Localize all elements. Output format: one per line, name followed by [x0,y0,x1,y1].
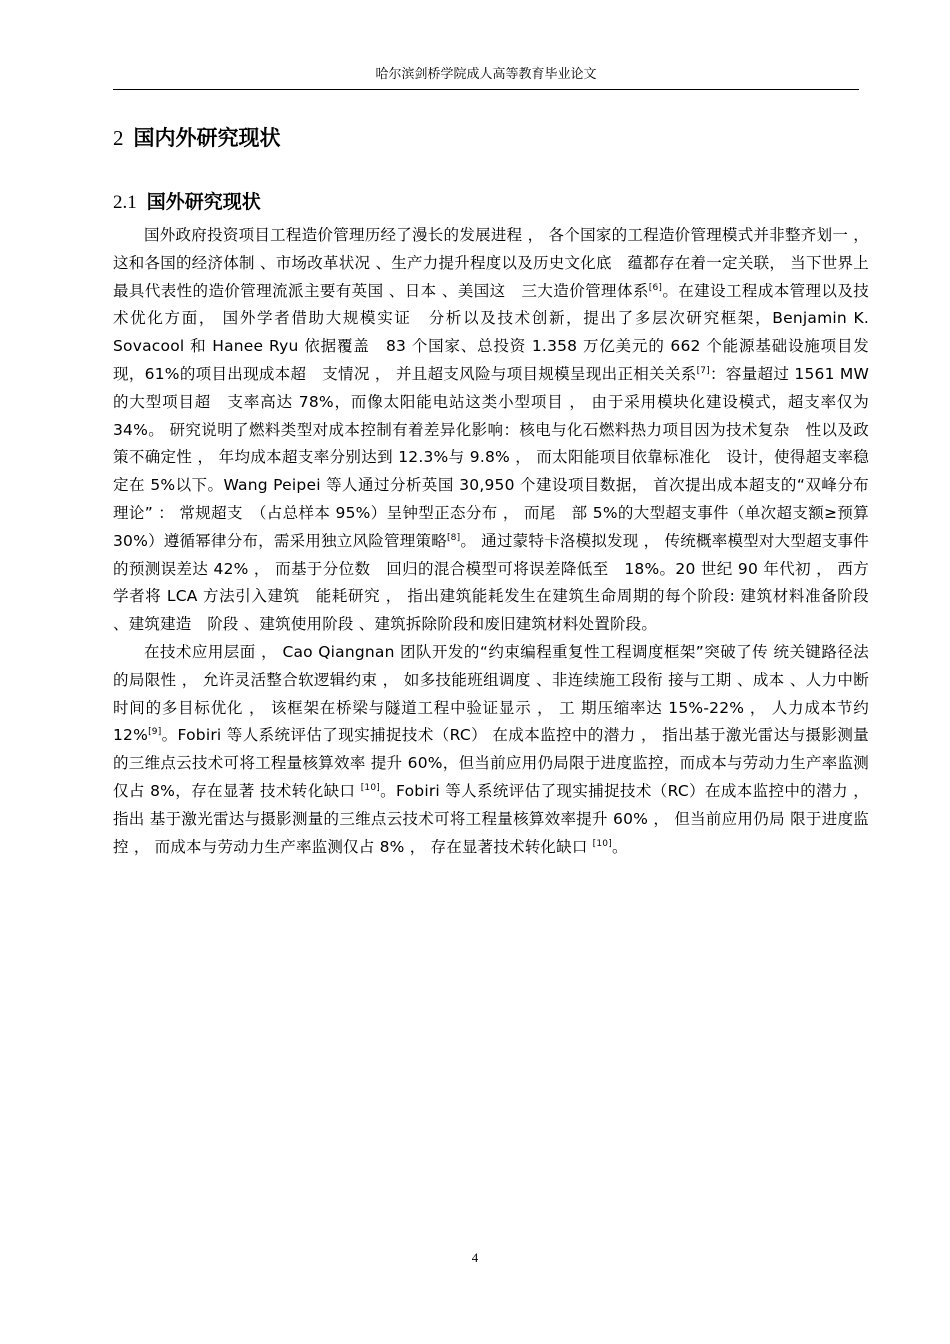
section-title: 国内外研究现状 [133,126,281,150]
paragraph-text: 。 通过蒙特卡洛模拟发现 ， 传统概率模型对大型超支事件的预测误差达 42% ， 而基于分位数 回归的混合模型可将误差降低至 18%。20 世纪 90 年代初 ， 西方学者将 LCA 方法引入建筑 能耗研究 ， 指出建筑能耗发生在建筑生命周期的每个阶段: 建筑材料准备阶段 、建筑建造 阶段 、建筑使用阶段 、建筑拆除阶段和废旧建筑材料处置阶段。 [113,531,869,634]
paragraph-text: ：容量超过 1561 MW 的大型项目超 支率高达 78%，而像太阳能电站这类小型项目 ， 由于采用模块化建设模式，超支率仅为 34%。 研究说明了燃料类型对成本控制有着差异化影响：核电与化石燃料热力项目因为技术复杂 性以及政策不确定性 ， 年均成本超支率分别达到 12.3%与 9.8% ， 而太阳能项目依靠标准化 设计，使得超支率稳定在 5%以下。Wang Peipei 等人通过分析英国 30,950 个建设项目数据， 首次提出成本超支的“双峰分布理论” ： 常规超支 （占总样本 95%）呈钟型正态分布 ， 而尾 部 5%的大型超支事件（单次超支额≥预算 30%）遵循幂律分布，需采用独立风险管理策略 [113,364,870,550]
citation: [9] [148,727,162,738]
subsection-heading [113,182,869,222]
subsection-title: 国外研究现状 [146,191,261,213]
paragraph-text: 。 [611,837,628,856]
paragraph-text: 在技术应用层面 ， Cao Qiangnan 团队开发的“约束编程重复性工程调度框架”突破了传 统关键路径法的局限性 ， 允许灵活整合软逻辑约束 ， 如多技能班组调度 、非连续施工段衔 接与工期 、成本 、人力中断时间的多目标优化 ， 该框架在桥梁与隧道工程中验证显示 ， 工 期压缩率达 15%-22% ， 人力成本节约 12% [113,642,869,745]
paragraph-text: 。Fobiri 等人系统评估了现实捕捉技术（RC）在成本监控中的潜力 ， 指出 基于激光雷达与摄影测量的三维点云技术可将工程量核算效率提升 60% ， 但当前应用仍局 限于进度监控 ， 而成本与劳动力生产率监测仅占 8% ， 存在显著技术转化缺口 [113,781,869,856]
paragraph-text: 。在建设工程成本管理以及技术优化方面， 国外学者借助大规模实证 分析以及技术创新，提出了多层次研究框架，Benjamin K. Sovacool 和 Hanee Ryu 依据覆盖 83 个国家、总投资 1.358 万亿美元的 662 个能源基础设施项目发现，61%的项目出现成本超 支情况 ， 并且超支风险与项目规模呈现出正相关关系 [113,281,869,383]
citation: [10] [592,838,612,849]
paragraph-text: 国外政府投资项目工程造价管理历经了漫长的发展进程 ， 各个国家的工程造价管理模式并非整齐划一 ， 这和各国的经济体制 、市场改革状况 、生产力提升程度以及历史文化底 蕴都存在着一定关联， 当下世界上最具代表性的造价管理流派主要有英国 、日本 、美国这 三大造价管理体系 [113,226,869,300]
paragraph-text: 。Fobiri 等人系统评估了现实捕捉技术（RC） 在成本监控中的潜力 ， 指出基于激光雷达与摄影测量的三维点云技术可将工程量核算效率 提升 60%，但当前应用仍局限于进度监控，而成本与劳动力生产率监测仅占 8%，存在显著 技术转化缺口 [113,726,869,800]
section-number: 2 [113,126,124,150]
citation: [7] [696,365,710,376]
paragraph [113,222,869,639]
page-number: 4 [471,1250,479,1265]
paragraph [113,639,869,861]
page-body [113,118,869,861]
citation: [10] [360,782,380,793]
citation: [8] [446,532,461,543]
citation: [6] [648,282,663,293]
running-header: 哈尔滨剑桥学院成人高等教育毕业论文 [113,64,859,90]
section-heading [113,118,869,162]
subsection-number: 2.1 [113,192,137,213]
